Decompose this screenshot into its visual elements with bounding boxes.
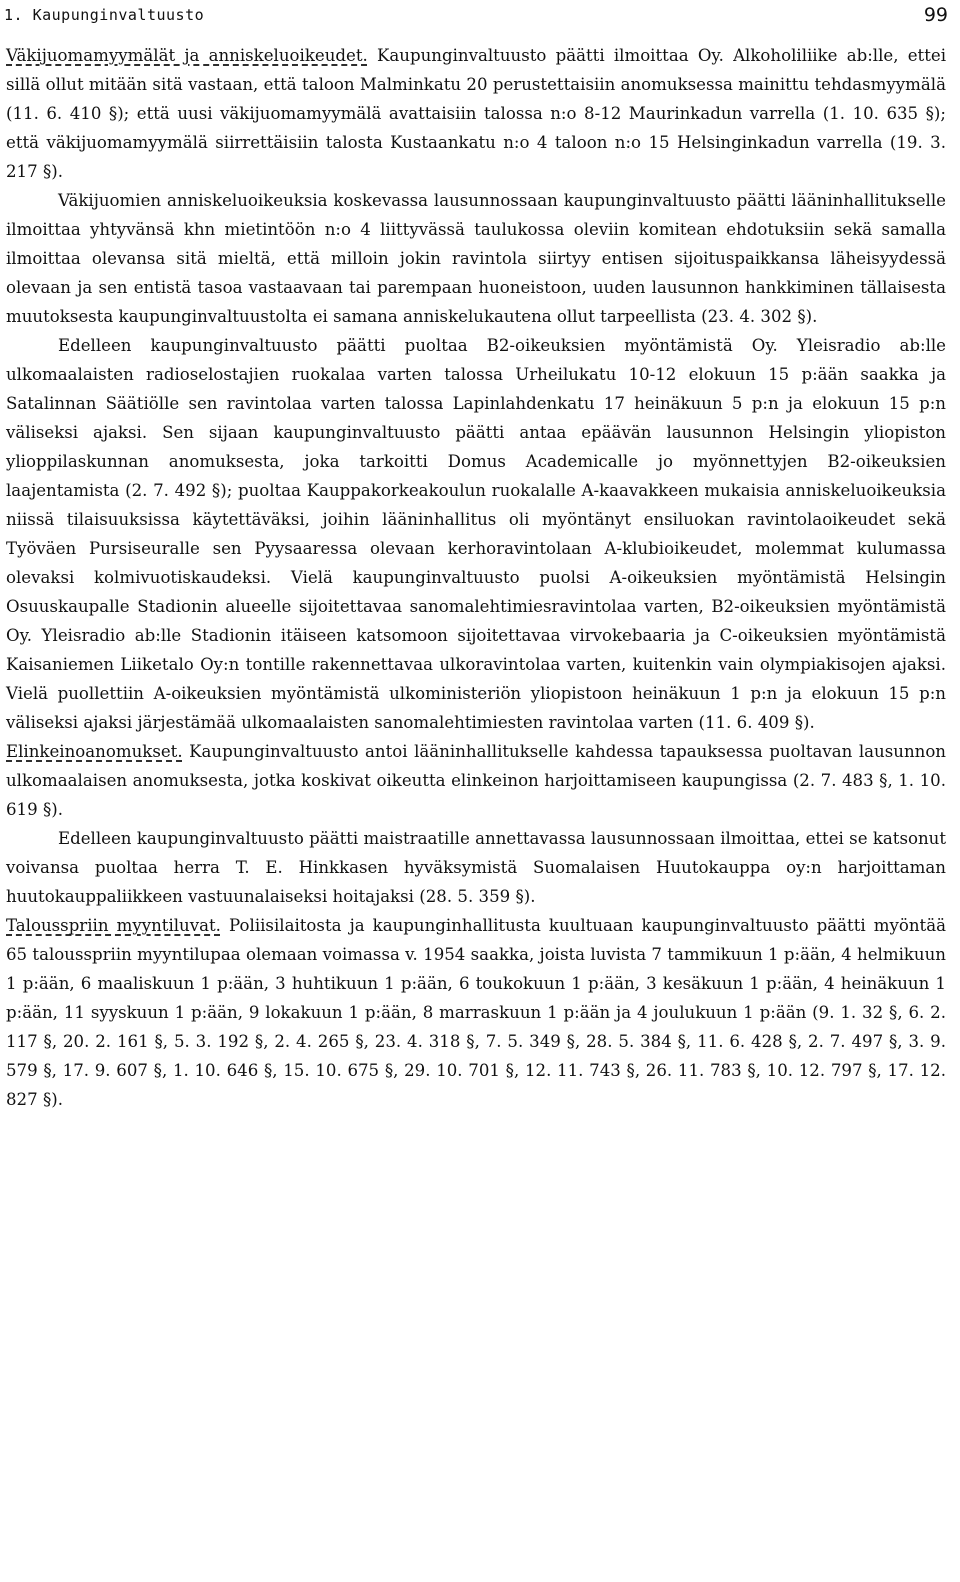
paragraph-text: Kaupunginvaltuusto antoi lääninhallitukselle kahdessa tapauksessa puoltavan lausunnon ulkomaalaisen anomuksesta, jotka koskivat oikeutta elinkeinon harjoittamiseen kaupungissa (2. 7. 483 §, 1. 10. 619 §). [6, 742, 946, 819]
section-heading: Väkijuomamyymälät ja anniskeluoikeudet. [6, 46, 368, 65]
paragraph-b2-oikeudet [6, 331, 946, 737]
paragraph-elinkeinoanomukset [6, 737, 946, 824]
paragraph-text: Poliisilaitosta ja kaupunginhallitusta kuultuaan kaupunginvaltuusto päätti myöntää 65 talousspriin myyntilupaa olemaan voimassa v. 1954 saakka, joista luvista 7 tammikuun 1 p:ään, 4 helmikuun 1 p:ään, 6 maaliskuun 1 p:ään, 3 huhtikuun 1 p:ään, 6 toukokuun 1 p:ään, 3 kesäkuun 1 p:ään, 4 heinäkuun 1 p:ään, 11 syyskuun 1 p:ään, 9 lokakuun 1 p:ään, 8 marraskuun 1 p:ään ja 4 joulukuun 1 p:ään (9. 1. 32 §, 6. 2. 117 §, 20. 2. 161 §, 5. 3. 192 §, 2. 4. 265 §, 23. 4. 318 §, 7. 5. 349 §, 28. 5. 384 §, 11. 6. 428 §, 2. 7. 497 §, 3. 9. 579 §, 17. 9. 607 §, 1. 10. 646 §, 15. 10. 675 §, 29. 10. 701 §, 12. 11. 743 §, 26. 11. 783 §, 10. 12. 797 §, 17. 12. 827 §). [6, 916, 947, 1109]
paragraph-anniskeluoikeudet-lausunto [6, 186, 946, 331]
paragraph-text: Edelleen kaupunginvaltuusto päätti puoltaa B2-oikeuksien myöntämistä Oy. Yleisradio ab:lle ulkomaalaisten radioselostajien ruokalaa varten talossa Urheilukatu 10-12 elokuun 15 p:ään saakka ja Satalinnan Säätiölle sen ravintolaa varten talossa Lapinlahdenkatu 17 heinäkuun 5 p:n ja elokuun 15 p:n väliseksi ajaksi. Sen sijaan kaupunginvaltuusto päätti antaa epäävän lausunnon Helsingin yliopiston ylioppilaskunnan anomuksesta, joka tarkoitti Domus Academicalle jo myönnettyjen B2-oikeuksien laajentamista (2. 7. 492 §); puoltaa Kauppakorkeakoulun ruokalalle A-kaavakkeen mukaisia anniskeluoikeuksia niissä tilaisuuksissa käytettäväksi, joihin lääninhallitus oli myöntänyt ensiluokan ravintolaoikeudet sekä Työväen Pursiseuralle sen Pyysaaressa olevaan kerhoravintolaan A-klubioikeudet, molemmat kulumassa olevaksi kolmivuotiskaudeksi. Vielä kaupunginvaltuusto puolsi A-oikeuksien myöntämistä Helsingin Osuuskaupalle Stadionin alueelle sijoitettavaa sanomalehtimiesravintolaa varten, B2-oikeuksien myöntämistä Oy. Yleisradio ab:lle Stadionin itäiseen katsomoon sijoitettavaa virvokebaaria ja C-oikeuksien myöntämistä Kaisaniemen Liiketalo Oy:n tontille rakennettavaa ulkoravintolaa varten, kuitenkin vain olympiakisojen ajaksi. Vielä puollettiin A-oikeuksien myöntämistä ulkoministeriön yliopistoon heinäkuun 1 p:n ja elokuun 15 p:n väliseksi ajaksi järjestämää ulkomaalaisten sanomalehtimiesten ravintolaa varten (11. 6. 409 §). [6, 336, 946, 732]
paragraph-vakijuomamyymalat [6, 41, 946, 186]
paragraph-text: Väkijuomien anniskeluoikeuksia koskevassa lausunnossaan kaupunginvaltuusto päätti lääninhallitukselle ilmoittaa yhtyvänsä khn mietintöön n:o 4 liittyvässä taulukossa oleviin komitean ehdotuksiin sekä samalla ilmoittaa olevansa sitä mieltä, että milloin jokin ravintola siirtyy entisen sijoituspaikkansa läheisyydessä olevaan ja sen entistä tasoa vastaavaan tai parempaan huoneistoon, uuden lausunnon hankkiminen tällaisesta muutoksesta kaupunginvaltuustolta ei samana anniskelukautena ollut tarpeellista (23. 4. 302 §). [6, 191, 946, 326]
running-head: 1. Kaupunginvaltuusto [4, 6, 205, 24]
paragraph-text: Kaupunginvaltuusto päätti ilmoittaa Oy. Alkoholiliike ab:lle, ettei sillä ollut mitään sitä vastaan, että taloon Malminkatu 20 perustettaisiin anomuksessa mainittu tehdasmyymälä (11. 6. 410 §); että uusi väkijuomamyymälä avattaisiin talossa n:o 8-12 Maurinkadun varrella (1. 10. 635 §); että väkijuomamyymälä siirrettäisiin talosta Kustaankatu n:o 4 taloon n:o 15 Helsinginkadun varrella (19. 3. 217 §). [6, 46, 946, 181]
body-text [6, 41, 946, 1114]
paragraph-talousspriin-myyntiluvat [6, 911, 946, 1114]
paragraph-huutokauppa [6, 824, 946, 911]
section-heading: Talousspriin myyntiluvat. [6, 916, 221, 935]
page-header [4, 4, 952, 32]
page-number: 99 [923, 4, 948, 26]
section-heading: Elinkeinoanomukset. [6, 742, 183, 761]
paragraph-text: Edelleen kaupunginvaltuusto päätti maistraatille annettavassa lausunnossaan ilmoittaa, ettei se katsonut voivansa puoltaa herra T. E. Hinkkasen hyväksymistä Suomalaisen Huutokauppa oy:n harjoittaman huutokauppaliikkeen vastuunalaiseksi hoitajaksi (28. 5. 359 §). [6, 829, 946, 906]
